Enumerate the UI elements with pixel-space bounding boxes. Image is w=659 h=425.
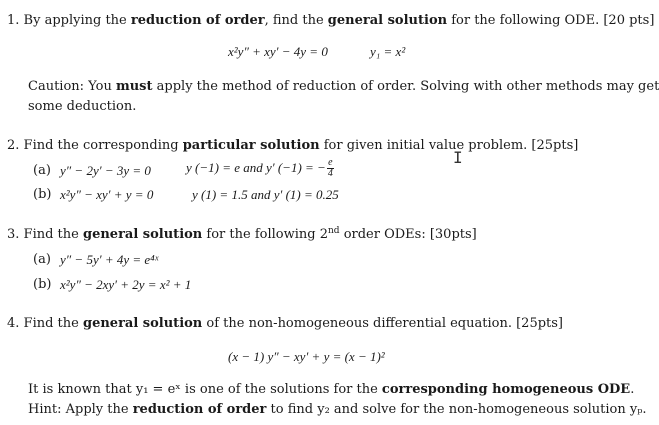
q3-part-a-label: (a): [33, 252, 51, 267]
q1-bold-general: general solution: [327, 13, 448, 28]
q4-heading: [7, 316, 563, 332]
q1-equation: x²y″ + xy′ − 4y = 0: [228, 44, 328, 59]
q1-intro: By applying the: [23, 13, 127, 28]
q2-intro: Find the corresponding: [23, 138, 179, 153]
q4-hint: [28, 402, 647, 418]
q4-equation: (x − 1) y″ − xy′ + y = (x − 1)²: [228, 349, 385, 364]
q1-caution-must: must: [115, 79, 153, 94]
q3-bold-general: general solution: [82, 227, 203, 242]
q2-part-a-fraction: [327, 158, 334, 179]
q4-intro: Find the: [23, 316, 79, 331]
q3-part-a-equation: y″ − 5y′ + 4y = e⁴ˣ: [60, 252, 159, 267]
q4-known-bold: corresponding homogeneous ODE: [381, 382, 631, 397]
q4-hint-pre: Hint: Apply the: [28, 402, 129, 417]
q1-number: 1.: [7, 13, 20, 28]
q1-given-solution: y₁ = x²: [370, 44, 406, 59]
q3-tail-post: order ODEs: [30pts]: [343, 227, 477, 242]
q4-bold-general: general solution: [82, 316, 203, 331]
q1-heading: [7, 13, 654, 29]
q2-part-b-condition: y (1) = 1.5 and y′ (1) = 0.25: [192, 187, 339, 202]
q1-mid: , find the: [264, 13, 324, 28]
q2-part-a-label: (a): [33, 163, 51, 178]
q4-known-pre: It is known that y₁ = eˣ is one of the solutions for the: [28, 382, 378, 397]
q3-number: 3.: [7, 227, 20, 242]
q3-tail-pre: for the following 2: [206, 227, 328, 242]
q1-caution-rest: apply the method of reduction of order. Solving with other methods may get: [156, 79, 659, 94]
q1-tail: for the following ODE. [20 pts]: [451, 13, 655, 28]
q4-hint-post: to find y₂ and solve for the non-homogeneous solution yₚ.: [270, 402, 647, 417]
q4-known: [28, 382, 634, 398]
q3-intro: Find the: [23, 227, 79, 242]
q1-caution-line2: some deduction.: [28, 99, 137, 114]
q2-part-a-condition: [186, 158, 334, 179]
q3-heading: [7, 227, 477, 243]
text-cursor-icon: I: [453, 148, 463, 167]
q2-part-a-condition-text: y (−1) = e and y′ (−1) = −: [186, 160, 326, 175]
q2-part-b-label: (b): [33, 187, 52, 202]
q1-bold-reduction: reduction of order: [130, 13, 265, 28]
q4-hint-bold: reduction of order: [132, 402, 267, 417]
q3-part-b-label: (b): [33, 277, 52, 292]
q2-heading: [7, 138, 578, 154]
q2-part-a-fraction-denominator: 4: [327, 168, 333, 179]
q4-known-post: .: [630, 382, 635, 397]
q3-tail-sup: nd: [327, 226, 340, 236]
q1-caution: [28, 79, 659, 95]
q3-part-b-equation: x²y″ − 2xy′ + 2y = x² + 1: [60, 277, 192, 292]
q1-caution-label: Caution: You: [28, 79, 112, 94]
q4-number: 4.: [7, 316, 20, 331]
q4-tail: of the non-homogeneous differential equation. [25pts]: [206, 316, 563, 331]
q2-tail: for given initial value problem. [25pts]: [323, 138, 579, 153]
q2-part-a-equation: y″ − 2y′ − 3y = 0: [60, 163, 151, 178]
q2-number: 2.: [7, 138, 20, 153]
q2-part-b-equation: x²y″ − xy′ + y = 0: [60, 187, 154, 202]
q2-part-a-fraction-numerator: e: [328, 157, 333, 168]
q2-bold-particular: particular solution: [182, 138, 320, 153]
